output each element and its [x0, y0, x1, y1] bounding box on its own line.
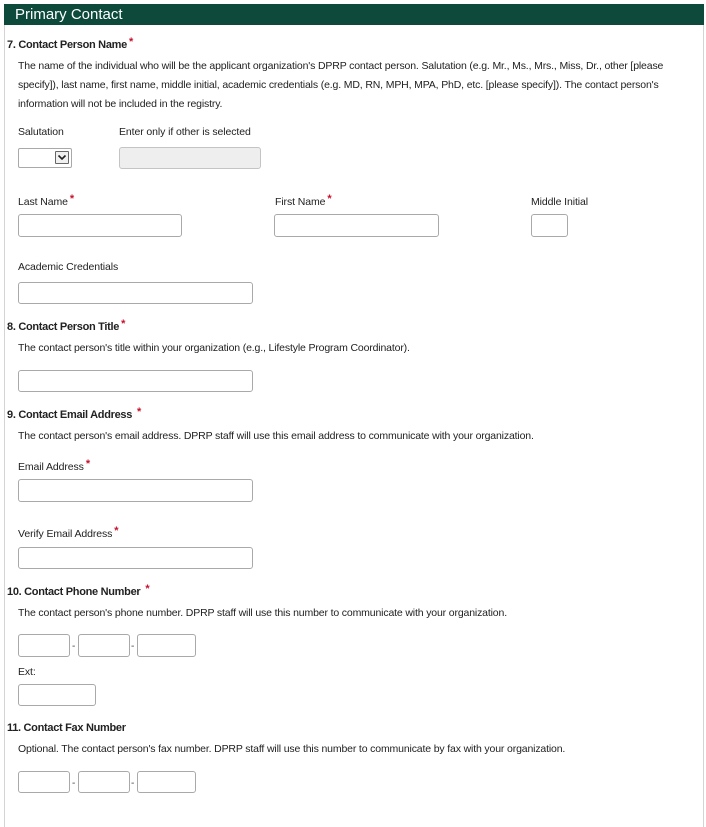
phone-separator: -: [72, 641, 76, 652]
email-input[interactable]: [18, 479, 253, 502]
required-mark: *: [85, 458, 90, 470]
other-salutation-input[interactable]: [119, 147, 261, 169]
phone-line-input[interactable]: [137, 634, 196, 657]
required-mark: *: [128, 36, 133, 48]
last-name-label: Last Name *: [18, 193, 75, 208]
phone-prefix-input[interactable]: [78, 634, 130, 657]
verify-email-input[interactable]: [18, 547, 253, 569]
middle-initial-label: Middle Initial: [531, 196, 588, 208]
required-mark: *: [121, 318, 126, 330]
phone-extension-input[interactable]: [18, 684, 96, 706]
fax-separator: -: [131, 778, 135, 789]
question-9-description: The contact person's email address. DPRP staff will use this email address to communicate with your organization.: [18, 430, 534, 442]
question-11-title: 11. Contact Fax Number: [7, 722, 126, 734]
required-mark: *: [69, 193, 75, 205]
phone-separator: -: [131, 641, 135, 652]
academic-credentials-input[interactable]: [18, 282, 253, 304]
first-name-label: First Name *: [275, 193, 332, 208]
first-name-input[interactable]: [274, 214, 439, 237]
question-11-description: Optional. The contact person's fax number. DPRP staff will use this number to communicate by fax with your organization.: [18, 743, 566, 755]
question-10-title: 10. Contact Phone Number *: [7, 583, 150, 598]
fax-separator: -: [72, 778, 76, 789]
fax-line-input[interactable]: [137, 771, 196, 793]
fax-prefix-input[interactable]: [78, 771, 130, 793]
academic-credentials-label: Academic Credentials: [18, 261, 119, 273]
other-salutation-label: Enter only if other is selected: [119, 126, 251, 138]
extension-label: Ext:: [18, 666, 36, 678]
question-8-description: The contact person's title within your organization (e.g., Lifestyle Program Coordinator).: [18, 342, 410, 354]
required-mark: *: [137, 406, 142, 418]
question-7-description: The name of the individual who will be the applicant organization's DPRP contact person. Salutation (e.g. Mr., Ms., Mrs., Miss, Dr., other [please specify]), last name, first name, middle initial, academic credentials (e.g. MD, RN, MPH, MPA, PhD, etc. [please specify]). The contact person's information will not be included in the registry.: [18, 60, 664, 110]
section-header: [4, 4, 704, 25]
fax-area-code-input[interactable]: [18, 771, 70, 793]
question-10-description: The contact person's phone number. DPRP staff will use this number to communicate with your organization.: [18, 607, 507, 619]
middle-initial-input[interactable]: [531, 214, 568, 237]
email-label: Email Address *: [18, 458, 90, 473]
question-8-title: 8. Contact Person Title *: [7, 318, 126, 333]
last-name-input[interactable]: [18, 214, 182, 237]
contact-title-input[interactable]: [18, 370, 253, 392]
phone-area-code-input[interactable]: [18, 634, 70, 657]
chevron-down-icon[interactable]: [55, 151, 69, 164]
salutation-label: Salutation: [18, 126, 64, 138]
question-7-title: 7. Contact Person Name *: [7, 36, 133, 51]
required-mark: *: [327, 193, 332, 205]
salutation-select[interactable]: [18, 148, 72, 168]
question-9-title: 9. Contact Email Address *: [7, 406, 142, 421]
required-mark: *: [114, 525, 119, 537]
section-title: Primary Contact: [15, 6, 123, 23]
verify-email-label: Verify Email Address *: [18, 525, 119, 540]
required-mark: *: [145, 583, 150, 595]
form-frame: [4, 25, 704, 827]
